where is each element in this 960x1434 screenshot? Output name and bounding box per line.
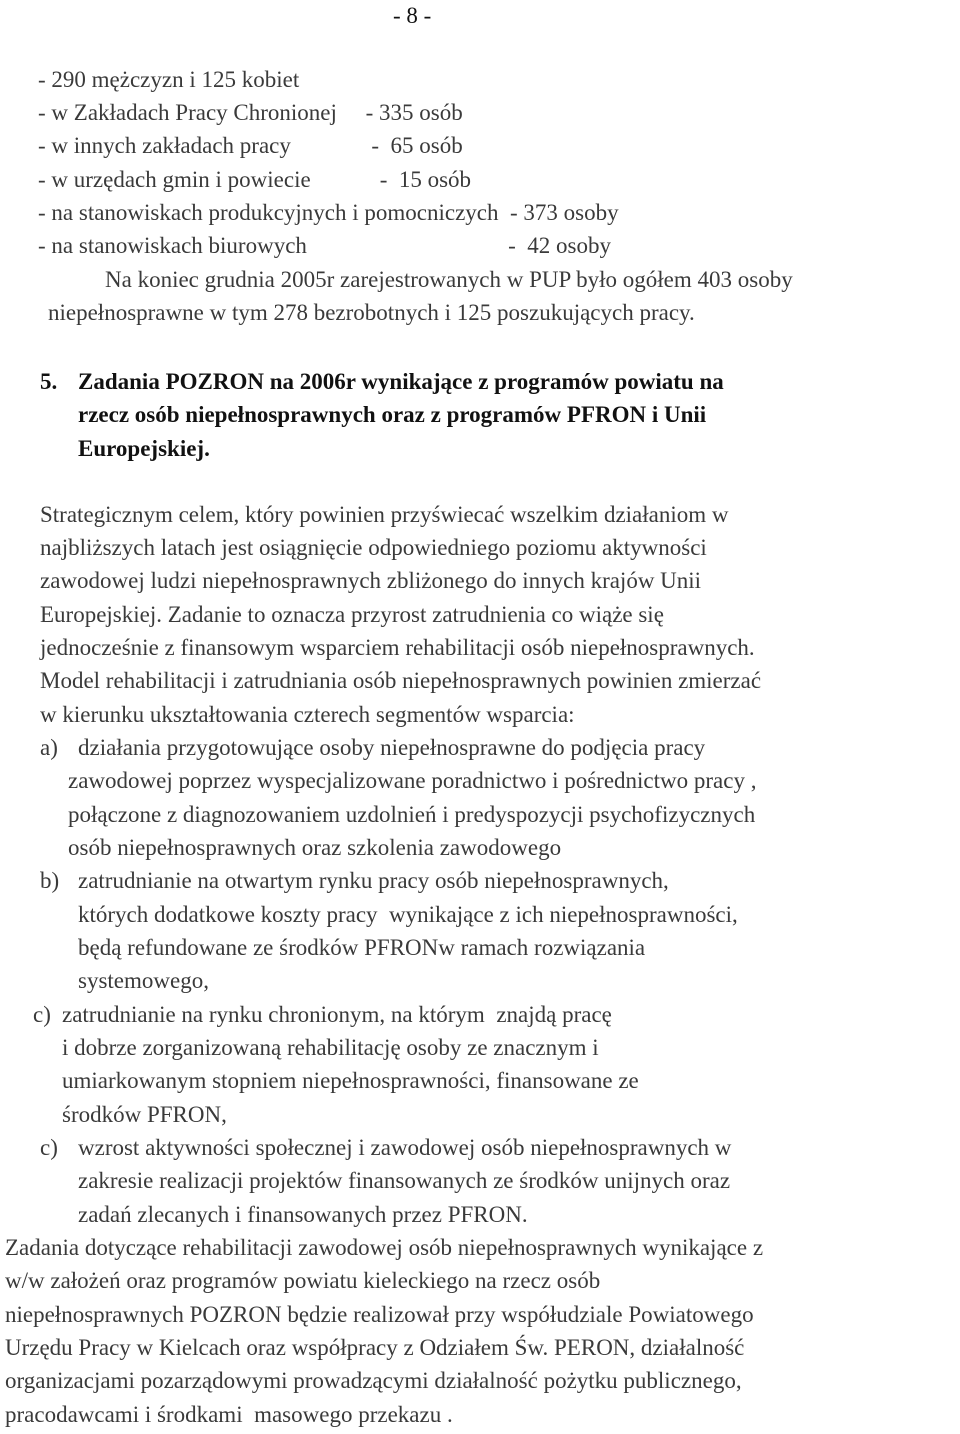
list-marker: c) [33, 1002, 51, 1027]
list-item-line: działania przygotowujące osoby niepełnosprawne do podjęcia pracy [78, 735, 706, 760]
list-marker: b) [40, 868, 60, 893]
list-item-line: połączone z diagnozowaniem uzdolnień i predyspozycji psychofizycznych [68, 802, 756, 827]
list-marker: a) [40, 735, 58, 760]
body-line: zawodowej ludzi niepełnosprawnych zbliżonego do innych krajów Unii [40, 568, 702, 593]
closing-line: w/w założeń oraz programów powiatu kieleckiego na rzecz osób [5, 1268, 601, 1293]
list-item-line: środków PFRON, [62, 1102, 227, 1127]
stat-line: - na stanowiskach biurowych - 42 osoby [38, 233, 612, 258]
body-line: Model rehabilitacji i zatrudniania osób niepełnosprawnych powinien zmierzać [40, 668, 762, 693]
body-line: Europejskiej. Zadanie to oznacza przyrost zatrudnienia co wiąże się [40, 602, 664, 627]
list-item-line: zakresie realizacji projektów finansowanych ze środków unijnych oraz [78, 1168, 731, 1193]
list-item-line: zatrudnianie na otwartym rynku pracy osób niepełnosprawnych, [78, 868, 669, 893]
heading-line: Europejskiej. [78, 436, 210, 461]
page-number: - 8 - [393, 3, 432, 28]
list-item-line: zatrudnianie na rynku chronionym, na którym znajdą pracę [62, 1002, 612, 1027]
heading-line: Zadania POZRON na 2006r wynikające z programów powiatu na [78, 369, 724, 394]
list-item-line: zadań zlecanych i finansowanych przez PFRON. [78, 1202, 528, 1227]
stat-line: - 290 mężczyzn i 125 kobiet [38, 67, 300, 92]
list-item-line: umiarkowanym stopniem niepełnosprawności, finansowane ze [62, 1068, 639, 1093]
body-line: Strategicznym celem, który powinien przyświecać wszelkim działaniom w [40, 502, 729, 527]
list-item-line: których dodatkowe koszty pracy wynikające z ich niepełnosprawności, [78, 902, 738, 927]
list-marker: c) [40, 1135, 58, 1160]
stat-line: - na stanowiskach produkcyjnych i pomocniczych - 373 osoby [38, 200, 619, 225]
closing-line: pracodawcami i środkami masowego przekazu . [5, 1402, 453, 1427]
list-item-line: zawodowej poprzez wyspecjalizowane poradnictwo i pośrednictwo pracy , [68, 768, 757, 793]
list-item-line: systemowego, [78, 968, 209, 993]
closing-line: niepełnosprawnych POZRON będzie realizował przy współudziale Powiatowego [5, 1302, 754, 1327]
body-line: w kierunku ukształtowania czterech segmentów wsparcia: [40, 702, 575, 727]
stat-line: - w innych zakładach pracy - 65 osób [38, 133, 463, 158]
list-item-line: osób niepełnosprawnych oraz szkolenia zawodowego [68, 835, 562, 860]
intro-line: niepełnosprawne w tym 278 bezrobotnych i 125 poszukujących pracy. [48, 300, 695, 325]
closing-line: Urzędu Pracy w Kielcach oraz współpracy z Odziałem Św. PERON, działalność [5, 1335, 745, 1360]
list-item-line: i dobrze zorganizowaną rehabilitację osoby ze znacznym i [62, 1035, 599, 1060]
list-item-line: będą refundowane ze środków PFRONw ramach rozwiązania [78, 935, 646, 960]
intro-line: Na koniec grudnia 2005r zarejestrowanych w PUP było ogółem 403 osoby [105, 267, 793, 292]
stat-line: - w urzędach gmin i powiecie - 15 osób [38, 167, 472, 192]
body-line: najbliższych latach jest osiągnięcie odpowiedniego poziomu aktywności [40, 535, 707, 560]
heading-line: rzecz osób niepełnosprawnych oraz z programów PFRON i Unii [78, 402, 707, 427]
stat-line: - w Zakładach Pracy Chronionej - 335 osób [38, 100, 463, 125]
section-number: 5. [40, 369, 58, 394]
body-line: jednocześnie z finansowym wsparciem rehabilitacji osób niepełnosprawnych. [40, 635, 755, 660]
closing-line: Zadania dotyczące rehabilitacji zawodowej osób niepełnosprawnych wynikające z [5, 1235, 764, 1260]
closing-line: organizacjami pozarządowymi prowadzącymi działalność pożytku publicznego, [5, 1368, 742, 1393]
list-item-line: wzrost aktywności społecznej i zawodowej osób niepełnosprawnych w [78, 1135, 732, 1160]
